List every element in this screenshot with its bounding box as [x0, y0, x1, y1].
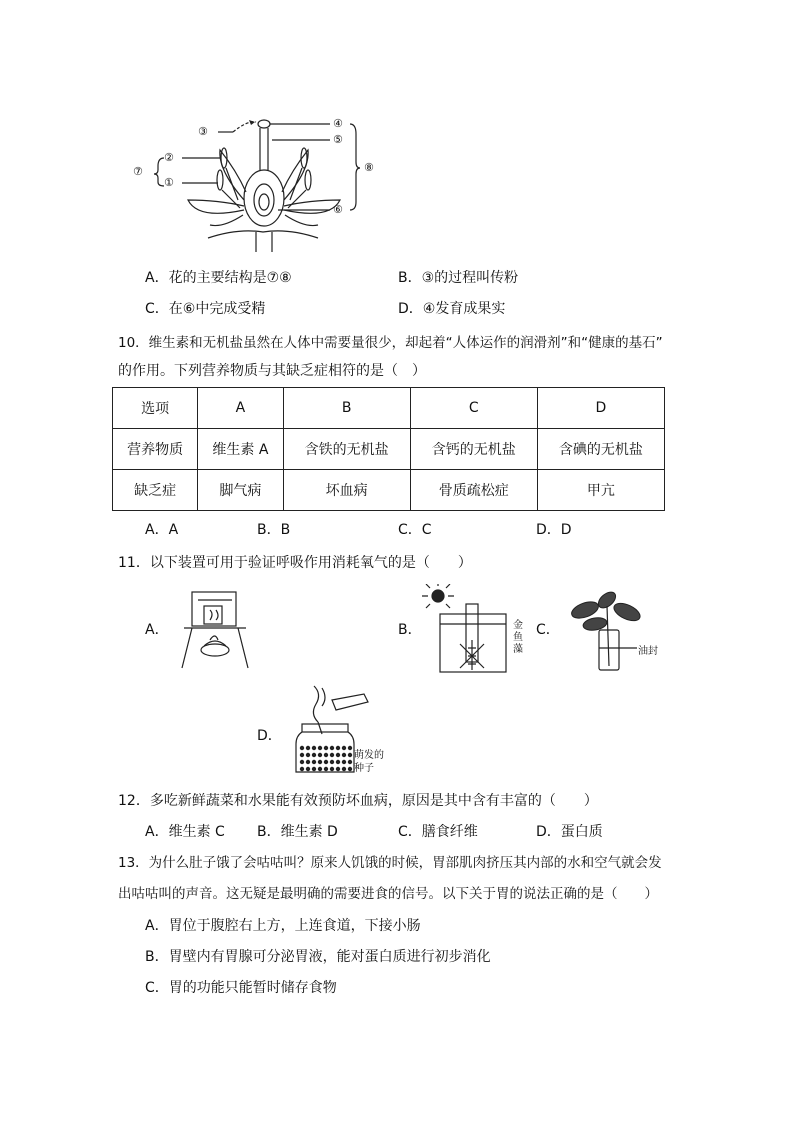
table-cell: 甲亢: [537, 470, 664, 511]
apparatus-d-label-2: 种子: [354, 763, 374, 774]
label-3: ③: [198, 125, 208, 138]
label-4: ④: [333, 117, 343, 130]
q11-option-a[interactable]: A．: [145, 622, 169, 638]
apparatus-d-image: [292, 684, 392, 779]
q13-stem-line1: 13．为什么肚子饿了会咕咕叫？原来人饥饿的时候，胃部肌肉挤压其内部的水和空气就会发: [118, 855, 662, 871]
q9-option-b[interactable]: B．③的过程叫传粉: [398, 270, 519, 286]
table-cell: B: [283, 388, 410, 429]
table-cell: D: [537, 388, 664, 429]
table-cell: 维生素 A: [198, 429, 283, 470]
table-cell: 含钙的无机盐: [410, 429, 537, 470]
q12-option-c[interactable]: C．膳食纤维: [398, 824, 478, 840]
q10-option-c[interactable]: C．C: [398, 522, 432, 538]
label-7: ⑦: [133, 165, 143, 178]
table-cell: 坏血病: [283, 470, 410, 511]
q9-option-d[interactable]: D．④发育成果实: [398, 301, 506, 317]
q13-option-b[interactable]: B．胃壁内有胃腺可分泌胃液，能对蛋白质进行初步消化: [145, 949, 491, 965]
table-cell: 脚气病: [198, 470, 283, 511]
q9-option-a[interactable]: A．花的主要结构是⑦⑧: [145, 270, 292, 286]
label-5: ⑤: [333, 133, 343, 146]
q10-option-b[interactable]: B．B: [257, 522, 291, 538]
apparatus-d-label-1: 萌发的: [354, 750, 384, 761]
table-cell: A: [198, 388, 283, 429]
table-cell: 骨质疏松症: [410, 470, 537, 511]
table-header-row: [113, 388, 665, 429]
q11-option-b[interactable]: B．: [398, 622, 422, 638]
flower-diagram: [128, 110, 388, 255]
label-1: ①: [164, 176, 174, 189]
q13-option-c[interactable]: C．胃的功能只能暂时储存食物: [145, 980, 337, 996]
table-cell: 选项: [113, 388, 198, 429]
q12-option-d[interactable]: D．蛋白质: [536, 824, 603, 840]
q11-option-c[interactable]: C．: [536, 622, 560, 638]
q12-option-b[interactable]: B．维生素 D: [257, 824, 338, 840]
apparatus-a-image: [180, 588, 250, 670]
q13-stem-line2: 出咕咕叫的声音。这无疑是最明确的需要进食的信号。以下关于胃的说法正确的是（ ）: [118, 886, 658, 902]
q10-stem-line2: 的作用。下列营养物质与其缺乏症相符的是（ ）: [118, 363, 426, 379]
table-row: [113, 429, 665, 470]
label-6: ⑥: [333, 203, 343, 216]
nutrition-table: [112, 387, 665, 511]
q12-stem: 12．多吃新鲜蔬菜和水果能有效预防坏血病，原因是其中含有丰富的（ ）: [118, 793, 598, 809]
q12-option-a[interactable]: A．维生素 C: [145, 824, 225, 840]
apparatus-c-image: [565, 588, 675, 673]
q10-stem-line1: 10．维生素和无机盐虽然在人体中需要量很少，却起着“人体运作的润滑剂”和“健康的基石”: [118, 335, 663, 351]
apparatus-b-image: [420, 584, 530, 679]
table-cell: 缺乏症: [113, 470, 198, 511]
table-cell: 营养物质: [113, 429, 198, 470]
table-cell: C: [410, 388, 537, 429]
q10-option-d[interactable]: D．D: [536, 522, 572, 538]
apparatus-b-label: 金鱼藻: [513, 620, 523, 655]
table-cell: 含铁的无机盐: [283, 429, 410, 470]
apparatus-c-label: 油封: [638, 646, 658, 657]
table-cell: 含碘的无机盐: [537, 429, 664, 470]
label-2: ②: [164, 151, 174, 164]
label-8: ⑧: [364, 161, 374, 174]
q13-option-a[interactable]: A．胃位于腹腔右上方，上连食道，下接小肠: [145, 918, 421, 934]
q11-stem: 11．以下装置可用于验证呼吸作用消耗氧气的是（ ）: [118, 555, 472, 571]
q11-option-d[interactable]: D．: [257, 728, 282, 744]
table-row: [113, 470, 665, 511]
q9-option-c[interactable]: C．在⑥中完成受精: [145, 301, 266, 317]
q10-option-a[interactable]: A．A: [145, 522, 179, 538]
